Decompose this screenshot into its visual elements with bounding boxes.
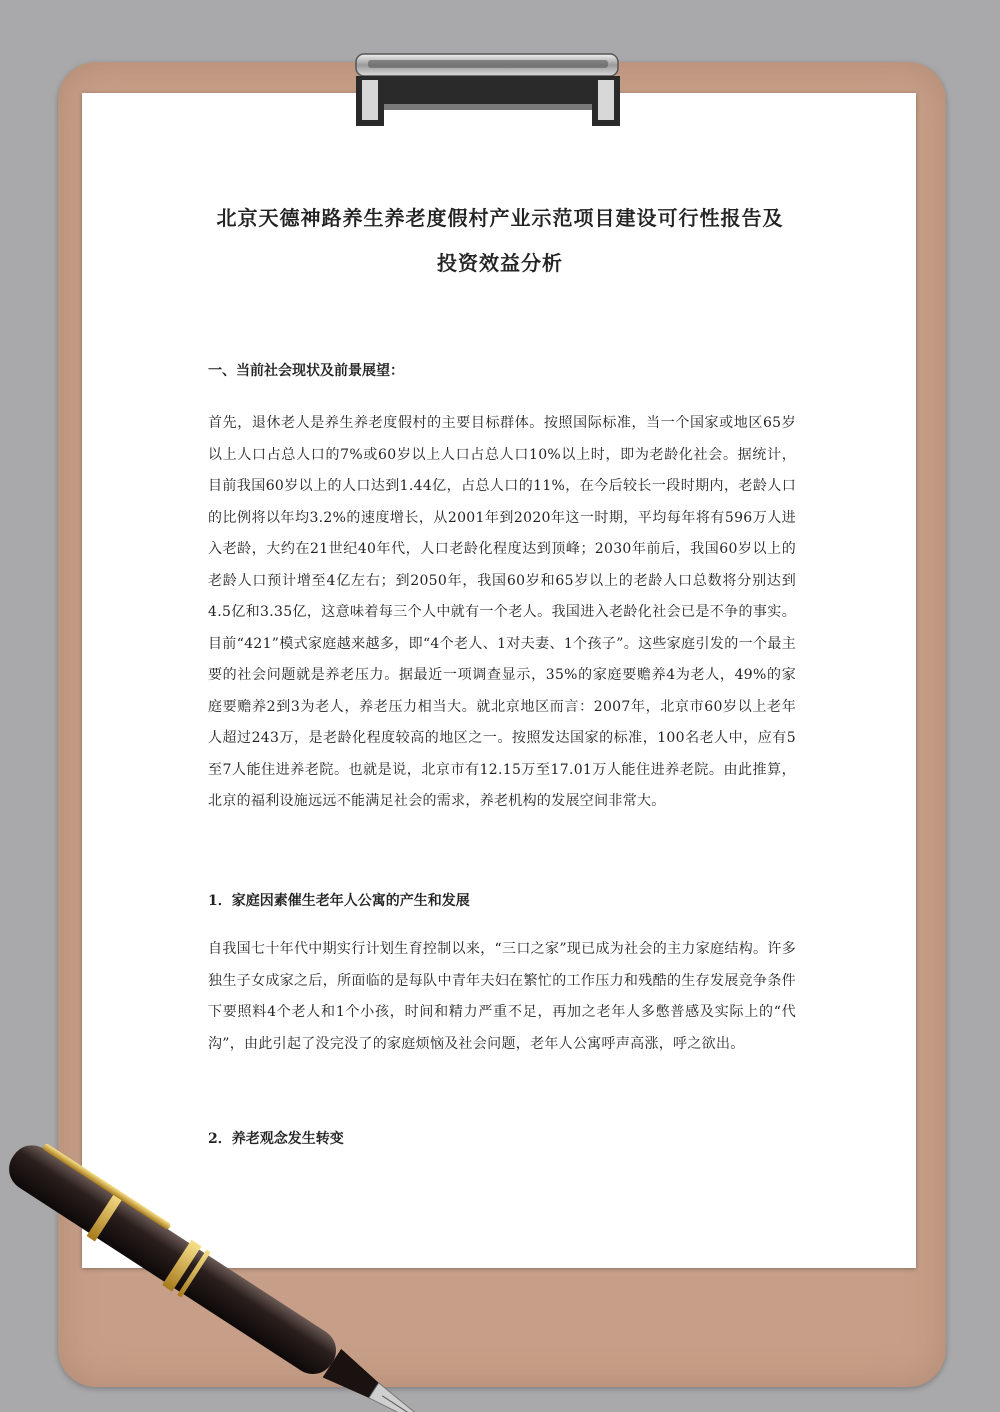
binder-clip-icon: [348, 40, 628, 140]
subsection-paragraph: 自我国七十年代中期实行计划生育控制以来，“三口之家”现已成为社会的主力家庭结构。许多独生子女成家之后，所面临的是每队中青年夫妇在繁忙的工作压力和残酷的生存发展竞争条件下要照料4个老人和1个小孩，时间和精力严重不足，再加之老年人多憋普感及实际上的“代沟”，由此引起了没完没了的家庭烦恼及社会问题，老年人公寓呼声高涨，呼之欲出。: [208, 941, 796, 1052]
fountain-pen-icon: [0, 1130, 540, 1412]
subsection-heading-2: 2．养老观念发生转变: [208, 1131, 344, 1147]
document-title-line-2: 投资效益分析: [437, 251, 563, 275]
subsection-heading: 1．家庭因素催生老年人公寓的产生和发展: [208, 893, 470, 909]
document-title-line-1: 北京天德神路养生养老度假村产业示范项目建设可行性报告及: [216, 206, 784, 230]
section-heading: 一、当前社会现状及前景展望：: [208, 363, 404, 379]
section-paragraph: 首先，退休老人是养生养老度假村的主要目标群体。按照国际标准，当一个国家或地区65岁以上人口占总人口的7%或60岁以上人口占总人口10%以上时，即为老龄化社会。据统计，目前我国60岁以上的人口达到1.44亿，占总人口的11%，在今后较长一段时期内，老龄人口的比例将以年均3.2%的速度增长，从2001年到2020年这一时期，平均每年将有596万人进入老龄，大约在21世纪40年代，人口老龄化程度达到顶峰；2030年前后，我国60岁以上的老龄人口预计增至4亿左右；到2050年，我国60岁和65岁以上的老龄人口总数将分别达到4.5亿和3.35亿，这意味着每三个人中就有一个老人。我国进入老龄化社会已是不争的事实。目前“421”模式家庭越来越多，即“4个老人、1对夫妻、1个孩子”。这些家庭引发的一个最主要的社会问题就是养老压力。据最近一项调查显示，35%的家庭要赡养4为老人，49%的家庭要赡养2到3为老人，养老压力相当大。就北京地区而言：2007年，北京市60岁以上老年人超过243万，是老龄化程度较高的地区之一。按照发达国家的标准，100名老人中，应有5至7人能住进养老院。也就是说，北京市有12.15万至17.01万人能住进养老院。由此推算，北京的福利设施远远不能满足社会的需求，养老机构的发展空间非常大。: [208, 415, 796, 809]
